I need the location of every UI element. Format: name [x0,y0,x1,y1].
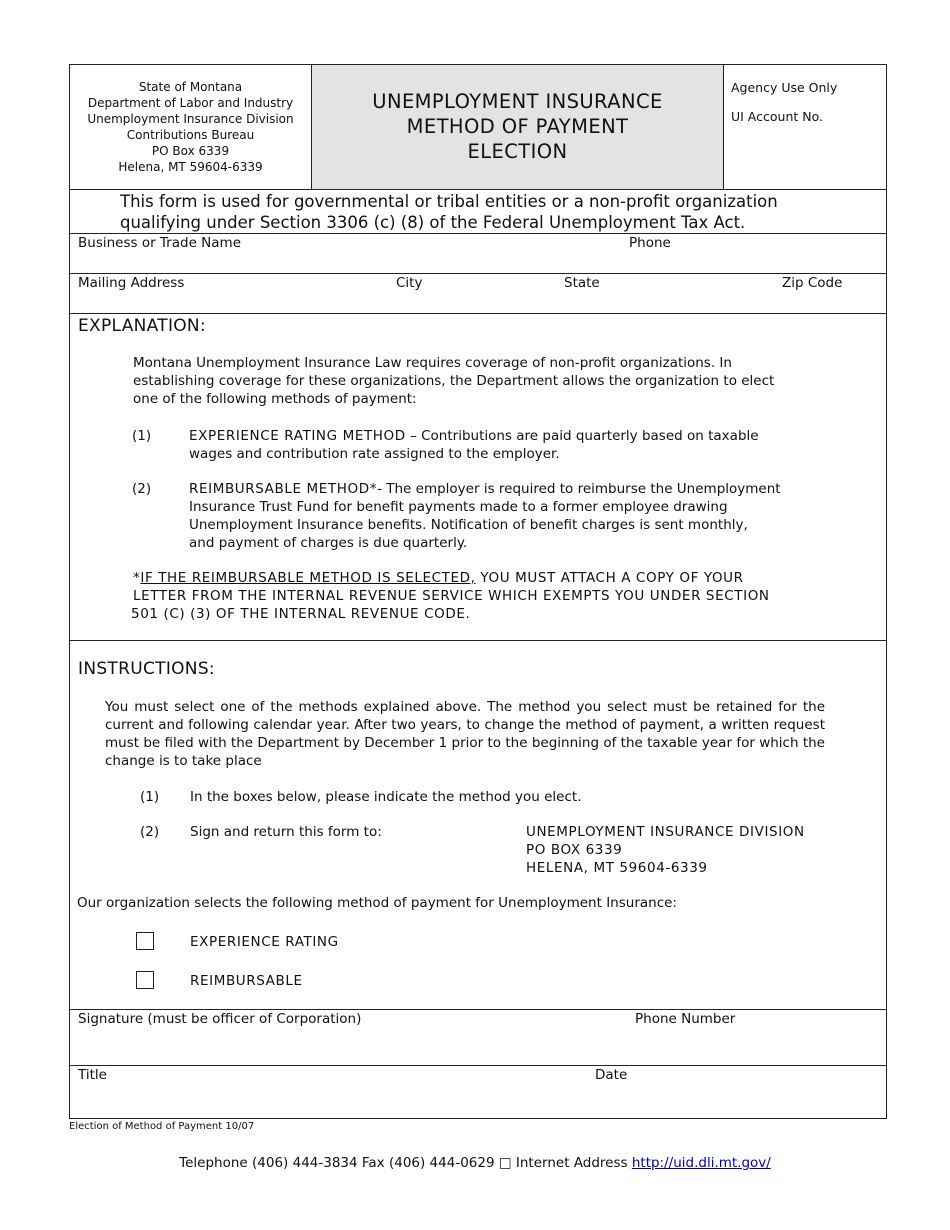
method-1-line [189,427,759,445]
method-1-number: (1) [132,428,152,444]
zip-code-label: Zip Code [782,275,843,291]
step-2-text: Sign and return this form to: [190,824,382,840]
method-1-description: – Contributions are paid quarterly based on taxable [405,428,759,444]
method-2-line: Unemployment Insurance benefits. Notification of benefit charges is sent monthly, [189,517,748,533]
method-2-line: Insurance Trust Fund for benefit payments made to a former employee drawing [189,499,728,515]
note-rest: YOU MUST ATTACH A COPY OF YOUR [475,570,744,586]
purpose-line: This form is used for governmental or tribal entities or a non-profit organization [120,192,778,211]
form-title-line: UNEMPLOYMENT INSURANCE [372,90,663,113]
explanation-intro-line: one of the following methods of payment: [133,391,417,407]
business-name-row[interactable] [70,234,886,274]
form-title [312,65,724,189]
state-label: State [564,275,600,291]
explanation-title: EXPLANATION: [78,316,206,336]
method-1-name: EXPERIENCE RATING METHOD [189,428,406,444]
agency-line: Helena, MT 59604-6339 [118,160,263,174]
reimbursable-note-line3: 501 (C) (3) OF THE INTERNAL REVENUE CODE. [131,606,471,622]
method-2-line [189,480,781,498]
contact-info [0,1155,950,1171]
explanation-intro-line: Montana Unemployment Insurance Law requires coverage of non-profit organizations. In [133,355,732,371]
return-address-line: UNEMPLOYMENT INSURANCE DIVISION [526,824,805,840]
form-code: Election of Method of Payment 10/07 [69,1121,255,1132]
business-name-label: Business or Trade Name [78,235,242,251]
reimbursable-note-line2: LETTER FROM THE INTERNAL REVENUE SERVICE WHICH EXEMPTS YOU UNDER SECTION [133,588,770,604]
reimbursable-label: REIMBURSABLE [190,973,303,989]
method-2-name: REIMBURSABLE METHOD* [189,481,378,497]
agency-address-block [70,65,312,189]
signature-row[interactable] [70,1010,886,1066]
selection-prompt: Our organization selects the following method of payment for Unemployment Insurance: [77,895,677,911]
step-1-text: In the boxes below, please indicate the method you elect. [190,789,582,805]
agency-use-only-label: Agency Use Only [731,80,838,95]
agency-line: Contributions Bureau [126,128,255,142]
agency-line: Unemployment Insurance Division [87,112,294,126]
city-label: City [396,275,423,291]
form-title-line: ELECTION [467,140,568,163]
phone-label: Phone [629,235,671,251]
form-header [70,65,886,190]
step-1-number: (1) [140,789,160,805]
instructions-paragraph: You must select one of the methods explained above. The method you select must be retained for the current and following calendar year. After two years, to change the method of payment, a written request must be filed with the Department by December 1 prior to the beginning of the taxable year for which the change is to take place [105,699,825,769]
method-2-description: - The employer is required to reimburse the Unemployment [377,481,781,497]
method-1-line2: wages and contribution rate assigned to the employer. [189,446,560,462]
explanation-intro-line: establishing coverage for these organizations, the Department allows the organization to elect [133,373,775,389]
experience-rating-checkbox[interactable] [136,932,154,950]
title-label: Title [78,1067,107,1083]
agency-line: PO Box 6339 [151,144,230,158]
step-2-number: (2) [140,824,160,840]
return-address-line: PO BOX 6339 [526,842,623,858]
phone-number-label: Phone Number [635,1011,736,1027]
purpose-statement [70,190,886,234]
form-title-line: METHOD OF PAYMENT [406,115,629,138]
title-date-row[interactable] [70,1066,886,1118]
reimbursable-note-line1 [133,569,744,587]
explanation-section [70,314,886,641]
agency-line: State of Montana [138,80,243,94]
agency-line: Department of Labor and Industry [87,96,294,110]
mailing-address-row[interactable] [70,274,886,314]
signature-label: Signature (must be officer of Corporation) [78,1011,362,1027]
reimbursable-checkbox[interactable] [136,971,154,989]
instructions-title: INSTRUCTIONS: [78,659,215,679]
purpose-line: qualifying under Section 3306 (c) (8) of the Federal Unemployment Tax Act. [120,213,746,232]
method-2-line: and payment of charges is due quarterly. [189,535,468,551]
instructions-section [70,641,886,1010]
note-underlined: IF THE REIMBURSABLE METHOD IS SELECTED, [140,570,476,586]
agency-use-block [724,65,886,189]
note-asterisk: * [133,570,141,586]
method-2-number: (2) [132,481,152,497]
experience-rating-label: EXPERIENCE RATING [190,934,339,950]
mailing-address-label: Mailing Address [78,275,185,291]
contact-text: Telephone (406) 444-3834 Fax (406) 444-0629 □ Internet Address [179,1155,632,1171]
ui-account-no-label: UI Account No. [731,109,824,124]
payment-election-form [69,64,887,1119]
date-label: Date [595,1067,628,1083]
return-address-line: HELENA, MT 59604-6339 [526,860,708,876]
website-link[interactable]: http://uid.dli.mt.gov/ [631,1155,771,1171]
